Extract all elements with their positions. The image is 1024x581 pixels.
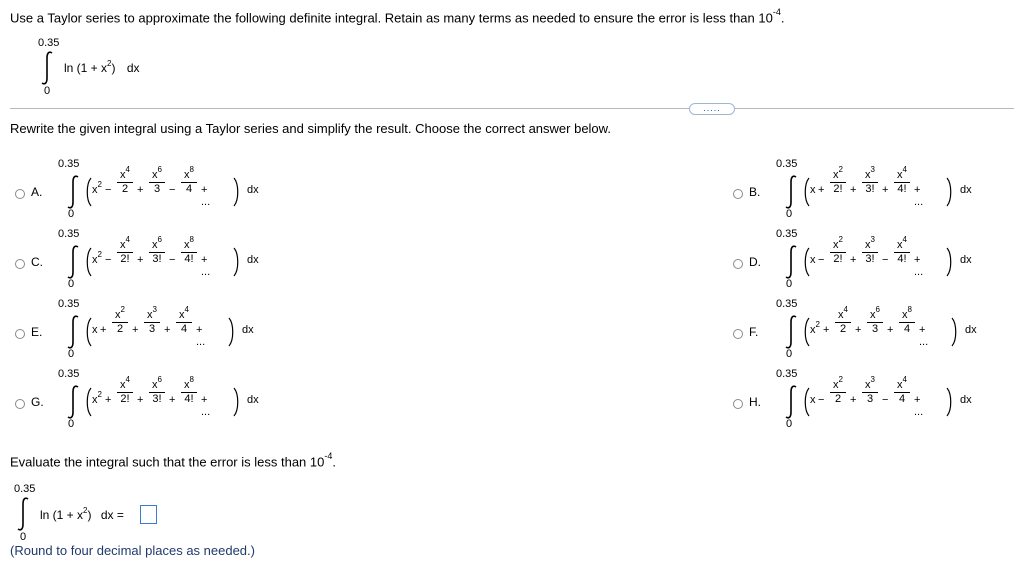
operator: + ... xyxy=(201,394,211,418)
differential: dx xyxy=(965,324,977,336)
operator: + xyxy=(137,254,144,266)
operator: − xyxy=(169,254,176,266)
integral-lower-limit: 0 xyxy=(68,278,75,290)
integral-lower-limit: 0 xyxy=(786,208,793,220)
operator: + xyxy=(169,394,176,406)
section-divider xyxy=(10,108,1014,109)
radio-button[interactable] xyxy=(733,399,743,409)
differential: dx xyxy=(247,254,259,266)
right-paren-icon xyxy=(942,386,956,418)
integral-sign-icon xyxy=(64,314,84,350)
fraction: $x^4$ 4 xyxy=(175,309,193,336)
fraction: $x^2$ 2! xyxy=(829,169,847,196)
integral-lower-limit: 0 xyxy=(786,348,793,360)
integral-sign-icon xyxy=(782,174,802,210)
right-paren-icon xyxy=(947,316,961,348)
integral-sign-icon xyxy=(38,50,58,86)
integral-sign-icon xyxy=(64,244,84,280)
right-paren-icon xyxy=(942,246,956,278)
question-integral-upper: 0.35 xyxy=(38,37,60,49)
right-paren-icon xyxy=(229,246,243,278)
fraction: $x^3$ 3 xyxy=(861,379,879,406)
radio-button[interactable] xyxy=(15,259,25,269)
option-letter: G. xyxy=(31,395,44,409)
right-paren-icon xyxy=(942,176,956,208)
integral-sign-icon xyxy=(14,496,34,532)
integral-upper-limit: 0.35 xyxy=(58,368,80,380)
integral-upper-limit: 0.35 xyxy=(58,228,80,240)
operator: + xyxy=(132,324,139,336)
question-integral-lower: 0 xyxy=(44,85,51,97)
operator: + xyxy=(850,394,857,406)
radio-button[interactable] xyxy=(733,189,743,199)
fraction: $x^4$ 2 xyxy=(116,169,134,196)
fraction: $x^6$ 3 xyxy=(866,309,884,336)
integral-upper-limit: 0.35 xyxy=(776,298,798,310)
operator: + xyxy=(855,324,862,336)
fraction: $x^4$ 4 xyxy=(893,379,911,406)
fraction: $x^3$ 3 xyxy=(143,309,161,336)
operator: + xyxy=(850,254,857,266)
lead-term: x xyxy=(810,394,816,406)
part1-prompt: Rewrite the given integral using a Taylor series and simplify the result. Choose the correct answer below. xyxy=(10,121,611,136)
operator: + ... xyxy=(919,324,929,348)
integral-lower-limit: 0 xyxy=(786,418,793,430)
radio-button[interactable] xyxy=(15,189,25,199)
differential: dx xyxy=(247,394,259,406)
operator: + xyxy=(887,324,894,336)
fraction: $x^8$ 4 xyxy=(898,309,916,336)
integral-sign-icon xyxy=(64,174,84,210)
integral-upper-limit: 0.35 xyxy=(776,158,798,170)
integral-sign-icon xyxy=(782,314,802,350)
operator: + ... xyxy=(201,184,211,208)
question-integrand: $\ln (1 + x^2)$ dx xyxy=(64,59,140,75)
operator: + ... xyxy=(914,184,924,208)
radio-button[interactable] xyxy=(15,329,25,339)
lead-term: $x^2$ xyxy=(92,390,102,406)
integral-upper-limit: 0.35 xyxy=(58,158,80,170)
fraction: $x^4$ 2! xyxy=(116,239,134,266)
fraction: $x^4$ 4! xyxy=(893,169,911,196)
integral-sign-icon xyxy=(64,384,84,420)
right-paren-icon xyxy=(229,176,243,208)
operator: + ... xyxy=(201,254,211,278)
fraction: $x^3$ 3! xyxy=(861,169,879,196)
differential: dx xyxy=(960,254,972,266)
operator: − xyxy=(818,254,825,266)
operator: + xyxy=(823,324,830,336)
fraction: $x^3$ 3! xyxy=(861,239,879,266)
integral-lower-limit: 0 xyxy=(68,348,75,360)
lead-term: $x^2$ xyxy=(810,320,820,336)
fraction: $x^2$ 2 xyxy=(829,379,847,406)
integral-upper-limit: 0.35 xyxy=(776,368,798,380)
part2-integral-upper: 0.35 xyxy=(14,483,36,495)
fraction: $x^2$ 2 xyxy=(111,309,129,336)
option-letter: C. xyxy=(31,255,43,269)
operator: + xyxy=(818,184,825,196)
radio-button[interactable] xyxy=(733,329,743,339)
part2-integrand: $\ln (1 + x^2)$ dx = xyxy=(40,506,124,522)
integral-lower-limit: 0 xyxy=(68,418,75,430)
fraction: $x^8$ 4! xyxy=(180,379,198,406)
operator: + ... xyxy=(914,254,924,278)
operator: + xyxy=(882,184,889,196)
option-letter: D. xyxy=(749,255,761,269)
right-paren-icon xyxy=(229,386,243,418)
fraction: $x^4$ 2! xyxy=(116,379,134,406)
integral-lower-limit: 0 xyxy=(68,208,75,220)
operator: − xyxy=(882,394,889,406)
fraction: $x^4$ 4! xyxy=(893,239,911,266)
operator: + xyxy=(105,394,112,406)
lead-term: x xyxy=(92,324,98,336)
operator: + xyxy=(100,324,107,336)
part2-prompt: Evaluate the integral such that the error is less than $10^{-4}$. xyxy=(10,451,336,470)
differential: dx xyxy=(960,184,972,196)
radio-button[interactable] xyxy=(15,399,25,409)
operator: − xyxy=(169,184,176,196)
right-paren-icon xyxy=(224,316,238,348)
rounding-note: (Round to four decimal places as needed.) xyxy=(10,543,255,558)
expand-toggle-button[interactable]: ..... xyxy=(689,103,735,115)
integral-upper-limit: 0.35 xyxy=(58,298,80,310)
integral-upper-limit: 0.35 xyxy=(776,228,798,240)
differential: dx xyxy=(247,184,259,196)
operator: + xyxy=(850,184,857,196)
integral-sign-icon xyxy=(782,384,802,420)
operator: + xyxy=(164,324,171,336)
part2-integral-lower: 0 xyxy=(20,531,27,543)
operator: + ... xyxy=(914,394,924,418)
fraction: $x^4$ 2 xyxy=(834,309,852,336)
operator: − xyxy=(105,184,112,196)
lead-term: $x^2$ xyxy=(92,180,102,196)
fraction: $x^8$ 4 xyxy=(180,169,198,196)
integral-sign-icon xyxy=(782,244,802,280)
operator: − xyxy=(105,254,112,266)
fraction: $x^6$ 3! xyxy=(148,379,166,406)
question-text: Use a Taylor series to approximate the following definite integral. Retain as many terms as needed to ensure the error is less than $10^{-4}$. xyxy=(10,7,785,26)
lead-term: $x^2$ xyxy=(92,250,102,266)
operator: − xyxy=(882,254,889,266)
fraction: $x^8$ 4! xyxy=(180,239,198,266)
operator: + ... xyxy=(196,324,206,348)
option-letter: E. xyxy=(31,325,43,339)
lead-term: x xyxy=(810,254,816,266)
differential: dx xyxy=(242,324,254,336)
differential: dx xyxy=(960,394,972,406)
fraction: $x^6$ 3! xyxy=(148,239,166,266)
fraction: $x^2$ 2! xyxy=(829,239,847,266)
operator: + xyxy=(137,184,144,196)
lead-term: x xyxy=(810,184,816,196)
integral-lower-limit: 0 xyxy=(786,278,793,290)
fraction: $x^6$ 3 xyxy=(148,169,166,196)
option-letter: F. xyxy=(749,325,759,339)
option-letter: A. xyxy=(31,185,43,199)
operator: + xyxy=(137,394,144,406)
radio-button[interactable] xyxy=(733,259,743,269)
option-letter: B. xyxy=(749,185,761,199)
operator: − xyxy=(818,394,825,406)
answer-input[interactable] xyxy=(140,505,157,524)
option-letter: H. xyxy=(749,395,761,409)
